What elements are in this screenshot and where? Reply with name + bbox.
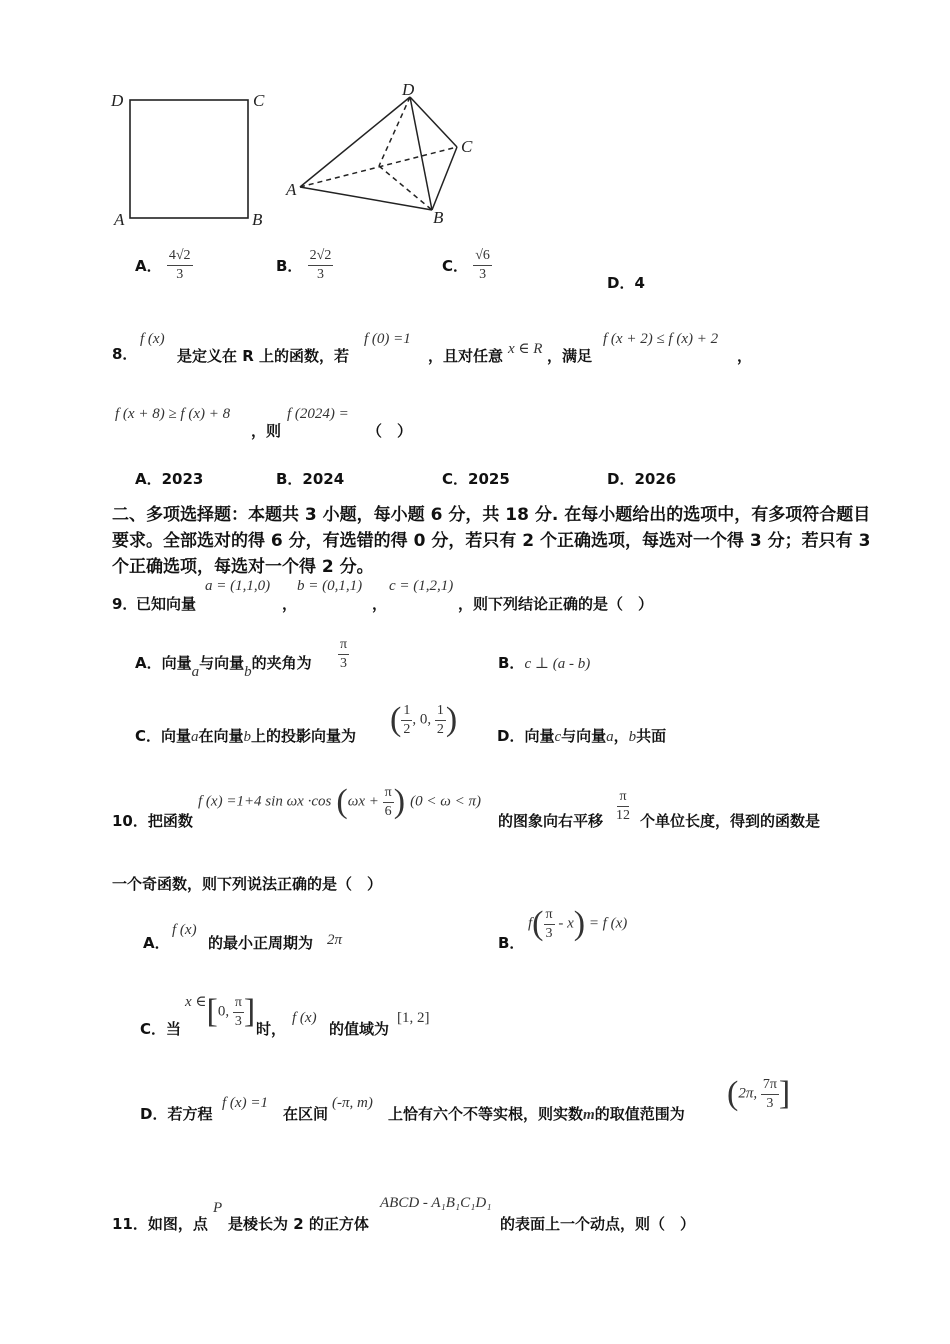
q10-option-d: D．若方程 <box>140 1105 213 1123</box>
q8-text-4: ，则 <box>251 422 282 440</box>
q9-vector-a: a = (1,1,0) <box>205 578 271 594</box>
section-2-heading: 二、多项选择题：本题共 3 小题，每小题 6 分，共 18 分. 在每小题给出的选项中，有多项符合题目要求。全部选对的得 6 分，有选错的得 0 分，若只有 2 个正确选项，每选对一个得 3 分；若只有 3 个正确选项，每选对一个得 2 分。 <box>112 505 871 577</box>
q9-vector-c: c = (1,2,1) <box>389 578 454 594</box>
q9-number: 9． <box>112 595 138 613</box>
q9-option-b: B．c ⊥ (a - b) <box>498 654 591 672</box>
q10-option-c-text-2: 时， <box>256 1020 287 1038</box>
square-label-b: B <box>252 210 263 229</box>
q10-option-a-fx: f (x) <box>172 922 197 938</box>
q7-option-d: D．4 <box>607 274 645 292</box>
q9-option-c: C．向量a在向量b上的投影向量为 <box>135 727 357 745</box>
q11-text-3: 的表面上一个动点，则（ ） <box>500 1215 696 1233</box>
tetrahedron-figure <box>300 97 457 210</box>
q8-option-d: D．2026 <box>607 470 677 488</box>
tetra-label-b: B <box>433 208 444 227</box>
square-label-a: A <box>114 210 125 229</box>
q8-number: 8． <box>112 345 138 363</box>
q10-text-3: 个单位长度，得到的函数是 <box>640 812 821 830</box>
q9-option-a-angle: $\frac{\pi}{3}$ <box>340 637 348 671</box>
tetra-label-d: D <box>402 80 415 99</box>
q10-shift: $\frac{\pi}{12}$ <box>616 789 630 823</box>
q11-number: 11．如图，点 <box>112 1215 208 1233</box>
q9-sep-1: ， <box>282 595 298 613</box>
q8-fx: f (x) <box>140 331 165 347</box>
q8-option-a: A．2023 <box>135 470 204 488</box>
q10-text-2: 的图象向右平移 <box>498 812 604 830</box>
q8-text-2: ，且对任意 <box>428 347 504 365</box>
q10-option-c-fx: f (x) <box>292 1010 317 1026</box>
q10-option-a: A． <box>143 934 170 952</box>
q8-paren: （ ） <box>367 422 413 440</box>
q9-text-1: 已知向量 <box>136 595 197 613</box>
q8-ineq-1: f (x + 2) ≤ f (x) + 2 <box>603 331 719 347</box>
q10-option-a-text: 的最小正周期为 <box>208 934 314 952</box>
q9-option-a: A．向量a与向量b的夹角为 <box>135 654 312 680</box>
q11-cube: ABCD - A₁B₁C₁D₁ <box>380 1195 492 1211</box>
q9-sep-2: ， <box>372 595 388 613</box>
tetra-label-a: A <box>286 180 297 199</box>
q10-option-d-eq: f (x) =1 <box>222 1095 268 1111</box>
q10-text-4: 一个奇函数，则下列说法正确的是（ ） <box>112 875 383 893</box>
q9-option-c-projection: ( $\frac{1}{2}$ , 0, $\frac{1}{2}$ ) <box>390 701 458 738</box>
q9-vector-b: b = (0,1,1) <box>297 578 363 594</box>
q8-f2024: f (2024) = <box>287 406 349 422</box>
q8-comma: ， <box>737 347 753 365</box>
q10-function: f (x) =1+4 sin ωx ·cos (ωx + $\frac{\pi}{6}$ ) (0 < ω < π) <box>198 783 481 820</box>
q10-option-a-value: 2π <box>327 932 343 948</box>
square-label-c: C <box>253 91 265 110</box>
q8-ineq-2: f (x + 8) ≥ f (x) + 8 <box>115 406 231 422</box>
square-figure <box>130 100 248 218</box>
figure-diagrams <box>100 75 500 235</box>
tetra-label-c: C <box>461 137 473 156</box>
q7-option-b: B． $\frac{2√2}{3}$ <box>276 248 332 282</box>
q9-text-2: ，则下列结论正确的是（ ） <box>458 595 654 613</box>
q8-f0: f (0) =1 <box>364 331 411 347</box>
q8-x-in-r: x ∈ R <box>508 341 543 357</box>
q10-option-d-interval: (-π, m) <box>332 1095 373 1111</box>
q9-option-d: D．向量c与向量a，b共面 <box>497 727 667 745</box>
q10-option-b: f( $\frac{\pi}{3}$ - x) = f (x) <box>528 905 628 942</box>
q11-text-2: 是棱长为 2 的正方体 <box>228 1215 369 1233</box>
q10-option-c-domain: x ∈[0, $\frac{\pi}{3}$ ] <box>185 993 256 1030</box>
q10-option-c-text-3: 的值域为 <box>329 1020 390 1038</box>
q8-option-c: C．2025 <box>442 470 510 488</box>
q10-option-c: C．当 <box>140 1020 182 1038</box>
q10-option-d-range: (2π, $\frac{7\pi}{3}$ ] <box>727 1075 791 1112</box>
q7-option-c: C． $\frac{√6}{3}$ <box>442 248 490 282</box>
q10-option-d-text-3: 上恰有六个不等实根，则实数m的取值范围为 <box>388 1105 685 1123</box>
q8-text-1: 是定义在 R 上的函数，若 <box>177 347 349 365</box>
q10-number: 10．把函数 <box>112 812 193 830</box>
q8-text-3: ，满足 <box>547 347 593 365</box>
square-label-d: D <box>111 91 124 110</box>
q11-point-p: P <box>213 1200 223 1216</box>
q10-option-b-letter: B． <box>498 934 525 952</box>
q8-option-b: B．2024 <box>276 470 345 488</box>
q7-option-a: A． $\frac{4√2}{3}$ <box>135 248 191 282</box>
q10-option-c-range: [1, 2] <box>397 1010 430 1026</box>
q10-option-d-text-2: 在区间 <box>283 1105 329 1123</box>
